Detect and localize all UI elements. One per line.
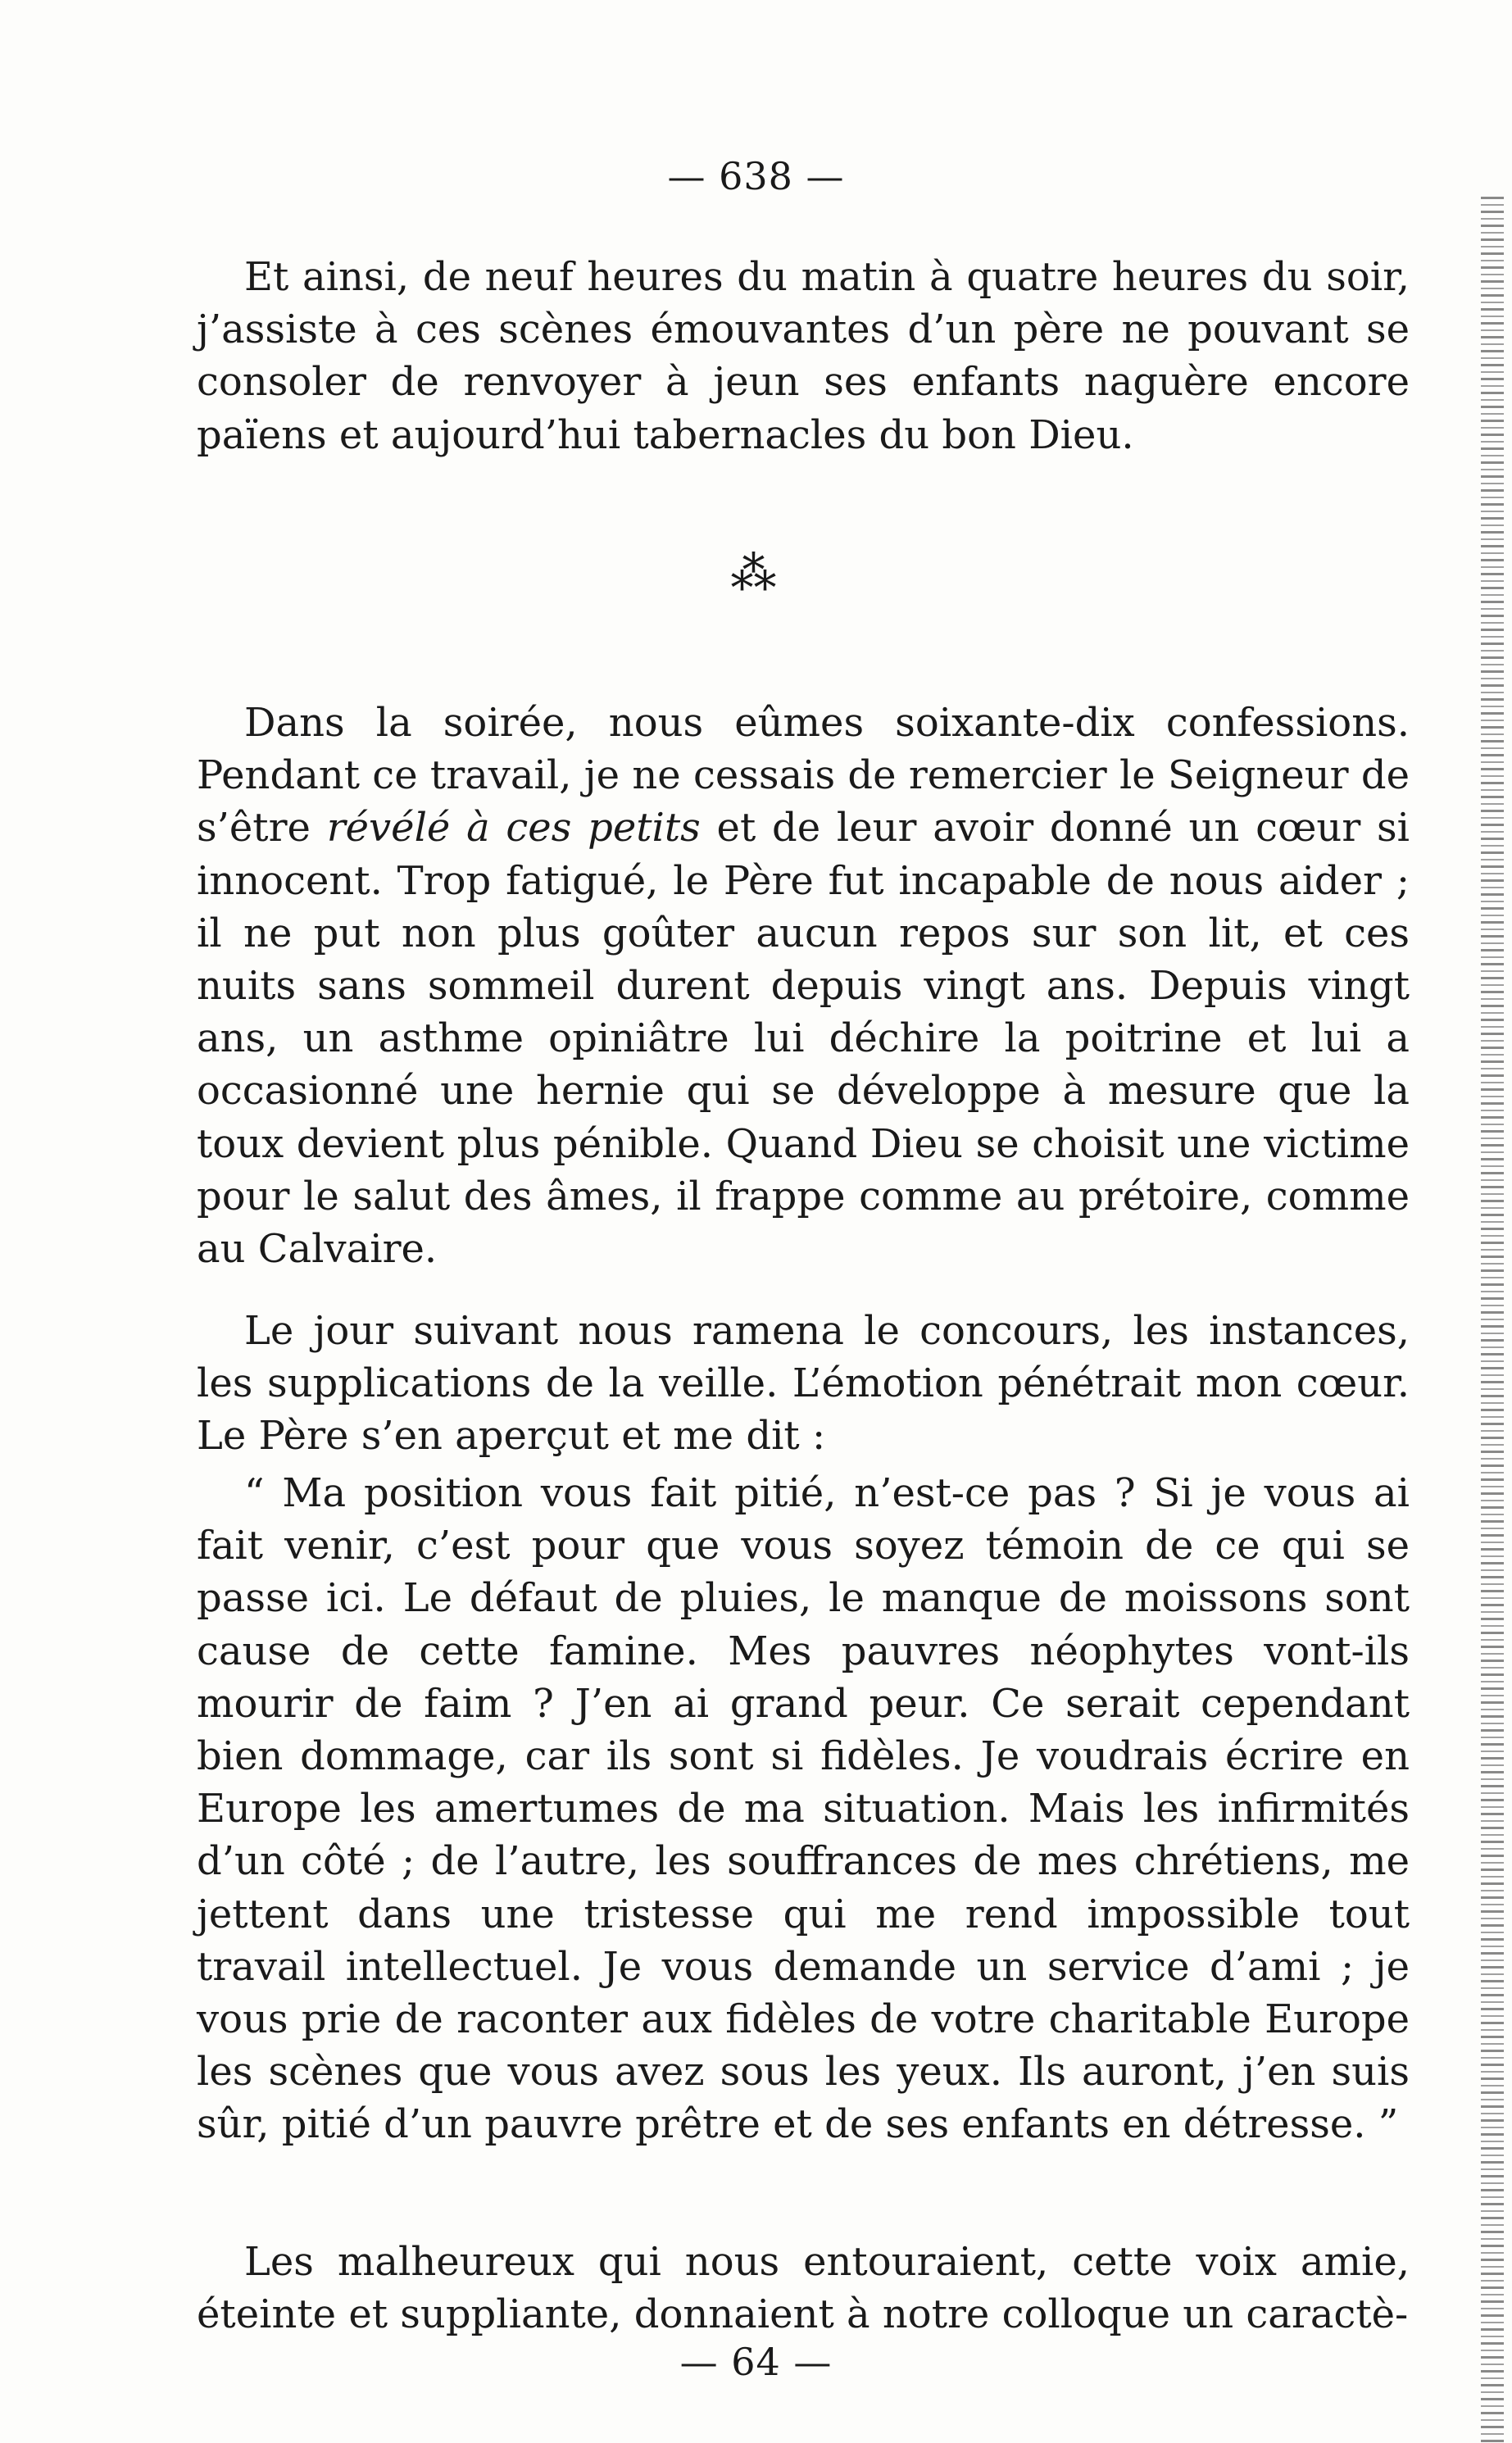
paragraph-text: Le jour suivant nous ramena le concours, les instances, les supplications de la veille. L’émotion pénétrait mon cœur. Le Père s’en aperçut et me dit : bbox=[197, 1308, 1410, 1460]
quotation-paragraph bbox=[197, 1467, 1410, 2151]
section-separator: ⁂ bbox=[730, 547, 782, 601]
paragraph-text: Et ainsi, de neuf heures du matin à quatre heures du soir, j’assiste à ces scènes émouvantes d’un père ne pouvant se consoler de renvoyer à jeun ses enfants naguère encore païens et aujourd’hui tabernacles du bon Dieu. bbox=[197, 254, 1410, 458]
paragraph-text: Les malheureux qui nous entouraient, cette voix amie, éteinte et suppliante, donnaient à notre colloque un caractè- bbox=[197, 2239, 1410, 2338]
scan-edge-artifact bbox=[1481, 197, 1504, 2442]
paragraph-2 bbox=[197, 697, 1410, 1275]
paragraph-text-part: et de leur avoir donné un cœur si innocent. Trop fatigué, le Père fut incapable de nous aider ; il ne put non plus goûter aucun repos sur son lit, et ces nuits sans sommeil durent depuis vingt ans. Depuis vingt ans, un asthme opiniâtre lui déchire la poitrine et lui a occasionné une hernie qui se développe à mesure que la toux devient plus pénible. Quand Dieu se choisit une victime pour le salut des âmes, il frappe comme au prétoire, comme au Calvaire. bbox=[197, 805, 1410, 1273]
paragraph-text: “ Ma position vous fait pitié, n’est-ce pas ? Si je vous ai fait venir, c’est pour que vous soyez témoin de ce qui se passe ici. Le défaut de pluies, le manque de moissons sont cause de cette famine. Mes pauvres néophytes vont-ils mourir de faim ? J’en ai grand peur. Ce serait cependant bien dommage, car ils sont si fidèles. Je voudrais écrire en Europe les amertumes de ma situation. Mais les infirmités d’un côté ; de l’autre, les souffrances de mes chrétiens, me jettent dans une tristesse qui me rend impossible tout travail intellectuel. Je vous demande un service d’ami ; je vous prie de raconter aux fidèles de votre charitable Europe les scènes que vous avez sous les yeux. Ils auront, j’en suis sûr, pitié d’un pauvre prêtre et de ses enfants en détresse. ” bbox=[197, 1470, 1410, 2148]
italic-phrase: révélé à ces petits bbox=[326, 805, 701, 851]
paragraph-3 bbox=[197, 1305, 1410, 1463]
page-number: — 638 — bbox=[667, 154, 845, 198]
paragraph-1 bbox=[197, 251, 1410, 461]
signature-mark: — 64 — bbox=[679, 2340, 833, 2384]
paragraph-5 bbox=[197, 2236, 1410, 2341]
paragraph-text-part: Dans la soirée, nous eûmes soixante-dix confessions. Pendant ce travail, je ne cessais de remercier le Seigneur de s’être bbox=[197, 700, 1410, 851]
paragraph-text bbox=[197, 697, 1410, 1275]
